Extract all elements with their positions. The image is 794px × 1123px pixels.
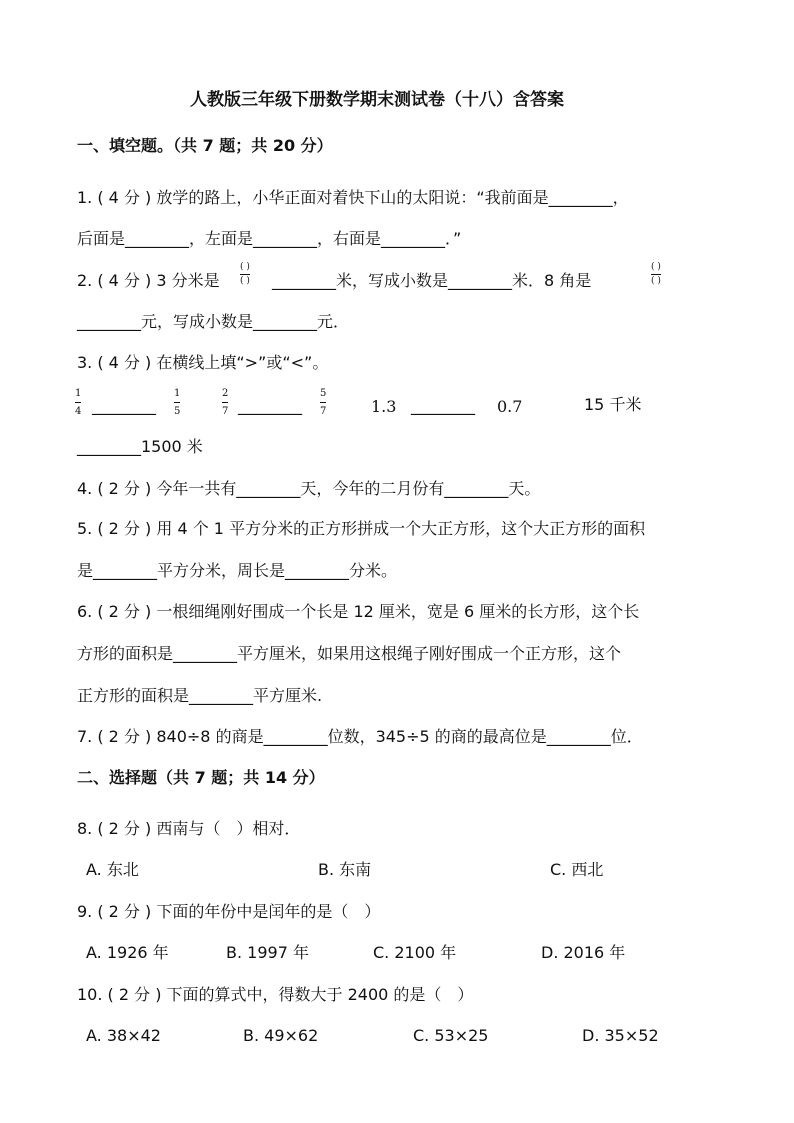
question-10-stem: 10. ( 2 分 ) 下面的算式中，得数大于 2400 的是（ ） <box>77 985 474 1004</box>
fraction-denominator: 4 <box>75 406 82 417</box>
question-1-line-1: 1. ( 4 分 ) 放学的路上，小华正面对着快下山的太阳说：“我前面是________， <box>77 188 629 207</box>
question-9-option-b: B. 1997 年 <box>226 943 309 962</box>
question-1-line-2: 后面是________，左面是________，右面是________．” <box>77 229 462 248</box>
fraction-bar <box>320 402 326 403</box>
fraction-numerator: 5 <box>320 388 327 399</box>
fraction-denominator: ( ) <box>651 276 661 286</box>
fraction-bar <box>75 402 81 403</box>
question-6-line-3: 正方形的面积是________平方厘米. <box>77 686 323 705</box>
fraction-bar <box>174 402 180 403</box>
question-3-fraction-a-left <box>75 387 81 418</box>
question-10-option-a: A. 38×42 <box>86 1026 161 1045</box>
question-10-option-c: C. 53×25 <box>413 1026 489 1045</box>
fraction-numerator: 2 <box>222 388 229 399</box>
fraction-denominator: 7 <box>320 406 327 417</box>
question-4: 4. ( 2 分 ) 今年一共有________天，今年的二月份有________天。 <box>77 479 541 498</box>
question-9-option-c: C. 2100 年 <box>373 943 457 962</box>
question-9-option-d: D. 2016 年 <box>541 943 626 962</box>
fraction-bar <box>240 274 250 275</box>
question-8-option-b: B. 东南 <box>318 860 372 879</box>
question-2-part-1: 2. ( 4 分 ) 3 分米是 <box>77 271 220 290</box>
question-3-blank-c: ________ <box>411 396 475 415</box>
question-2-fraction-1 <box>240 262 250 287</box>
question-6-line-2: 方形的面积是________平方厘米，如果用这根绳子刚好围成一个正方形，这个 <box>77 644 622 663</box>
fraction-denominator: 7 <box>222 406 229 417</box>
fraction-bar <box>651 274 661 275</box>
fraction-denominator: 5 <box>174 406 181 417</box>
question-7: 7. ( 2 分 ) 840÷8 的商是________位数，345÷5 的商的最高位是________位． <box>77 727 643 746</box>
section-heading-multiple-choice: 二、选择题（共 7 题；共 14 分） <box>77 768 325 787</box>
question-3-decimal-left: 1.3 <box>371 397 397 416</box>
fraction-numerator: 1 <box>174 388 181 399</box>
fraction-denominator: ( ) <box>240 276 250 286</box>
question-8-stem: 8. ( 2 分 ) 西南与（ ）相对． <box>77 819 301 838</box>
fraction-numerator: ( ) <box>240 262 250 272</box>
question-5-line-1: 5. ( 2 分 ) 用 4 个 1 平方分米的正方形拼成一个大正方形，这个大正方形的面积 <box>77 519 646 538</box>
question-3-decimal-right: 0.7 <box>497 397 523 416</box>
question-6-line-1: 6. ( 2 分 ) 一根细绳刚好围成一个长是 12 厘米，宽是 6 厘米的长方形，这个长 <box>77 602 640 621</box>
question-2-line-2: ________元，写成小数是________元． <box>77 312 350 331</box>
question-3-blank-a: ________ <box>92 396 156 415</box>
question-8-option-a: A. 东北 <box>86 860 139 879</box>
fraction-bar <box>222 402 228 403</box>
question-8-option-c: C. 西北 <box>550 860 604 879</box>
question-10-option-b: B. 49×62 <box>243 1026 319 1045</box>
question-2-fraction-2 <box>651 262 661 287</box>
fraction-numerator: ( ) <box>651 262 661 272</box>
page-title: 人教版三年级下册数学期末测试卷（十八）含答案 <box>190 90 564 110</box>
question-3-blank-b: ________ <box>238 396 302 415</box>
question-9-stem: 9. ( 2 分 ) 下面的年份中是闰年的是（ ） <box>77 902 381 921</box>
section-heading-fill-blank: 一、填空题。（共 7 题；共 20 分） <box>77 136 333 155</box>
question-3-stem: 3. ( 4 分 ) 在横线上填“>”或“<”。 <box>77 353 329 372</box>
question-5-line-2: 是________平方分米，周长是________分米。 <box>77 561 398 580</box>
fraction-numerator: 1 <box>75 388 82 399</box>
question-3-distance-left: 15 千米 <box>584 395 642 414</box>
question-10-option-d: D. 35×52 <box>582 1026 659 1045</box>
question-9-option-a: A. 1926 年 <box>86 943 169 962</box>
question-2-part-2: ________米，写成小数是________米．8 角是 <box>272 271 592 290</box>
question-3-fraction-a-right <box>174 387 180 418</box>
question-3-fraction-b-right <box>320 387 326 418</box>
question-3-fraction-b-left <box>222 387 228 418</box>
question-3-line-2: ________1500 米 <box>77 437 203 456</box>
